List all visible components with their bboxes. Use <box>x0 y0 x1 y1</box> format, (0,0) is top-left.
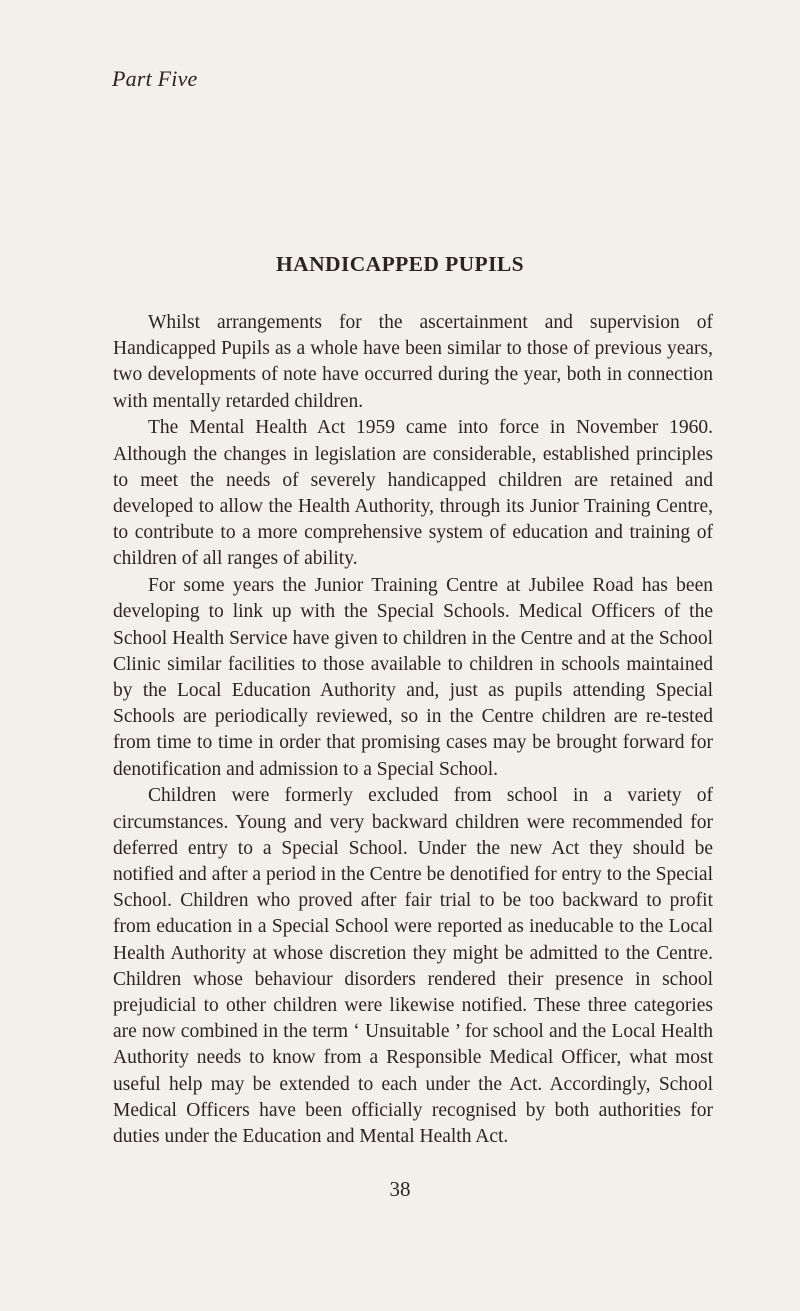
paragraph: Children were formerly excluded from school in a variety of circumstances. Young and very backward children were recommended for deferred entry to a Special School. Under the new Act they should be notified and after a period in the Centre be denotified for entry to the Special School. Children who proved after fair trial to be too backward to profit from education in a Special School were reported as ineducable to the Local Health Authority at whose discretion they might be admitted to the Centre. Children whose behaviour disorders rendered their presence in school prejudicial to other children were likewise notified. These three categories are now combined in the term ‘ Unsuitable ’ for school and the Local Health Authority needs to know from a Responsible Medical Officer, what most useful help may be extended to each under the Act. Accordingly, School Medical Officers have been officially recognised by both authorities for duties under the Education and Mental Health Act. <box>113 785 713 1148</box>
paragraph: For some years the Junior Training Centre at Jubilee Road has been developing to link up with the Special Schools. Medical Officers of the School Health Service have given to children in the Centre and at the School Clinic similar facilities to those available to children in schools maintained by the Local Education Authority and, just as pupils attending Special Schools are periodically reviewed, so in the Centre children are re-tested from time to time in order that promising cases may be brought forward for denotification and admission to a Special School. <box>113 575 713 780</box>
part-label: Part Five <box>112 66 198 91</box>
page-number: 38 <box>389 1177 411 1201</box>
page-heading: HANDICAPPED PUPILS <box>276 252 524 276</box>
body-text <box>113 310 713 1151</box>
paragraph: Whilst arrangements for the ascertainment and supervision of Handicapped Pupils as a whole have been similar to those of previous years, two developments of note have occurred during the year, both in connection with mentally retarded children. <box>113 312 713 412</box>
paragraph: The Mental Health Act 1959 came into force in November 1960. Although the changes in legislation are considerable, established principles to meet the needs of severely handicapped children are retained and developed to allow the Health Authority, through its Junior Training Centre, to contribute to a more comprehensive system of education and training of children of all ranges of ability. <box>113 417 713 570</box>
